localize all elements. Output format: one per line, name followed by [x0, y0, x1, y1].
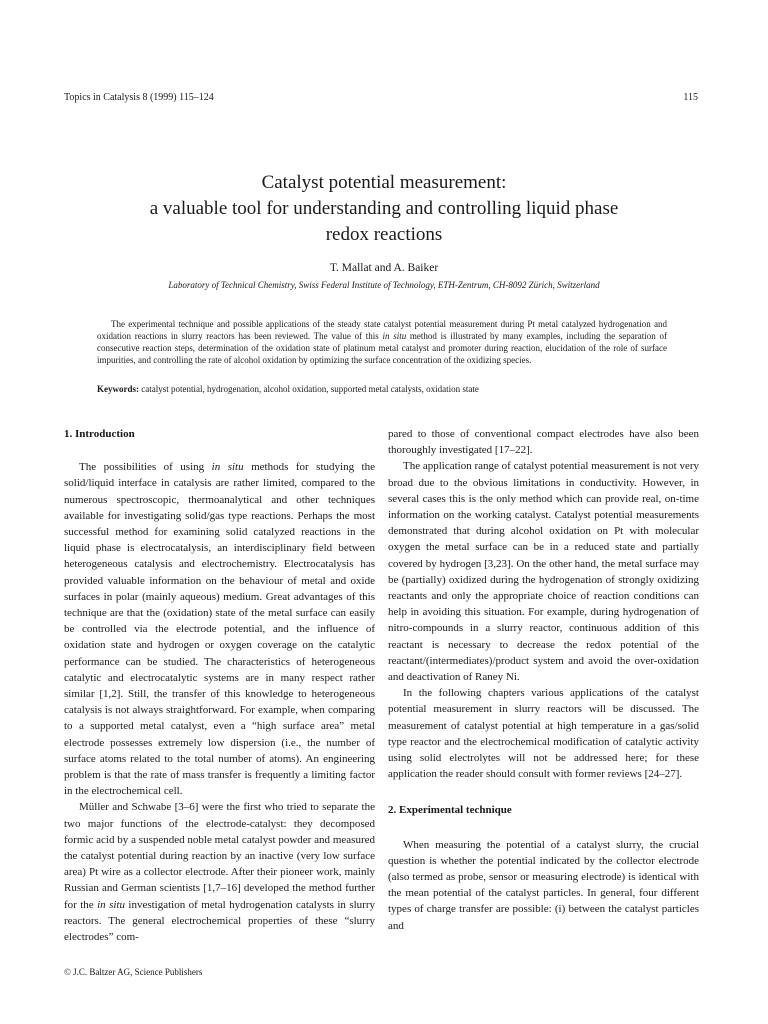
intro-paragraph-2: Müller and Schwabe [3–6] were the first who tried to separate the two major functions of the electrode-catalyst: they decomposed formic acid by a suspended noble metal catalyst powder and measured the catalyst potential during reaction by an inactive (very low surface area) Pt wire as a collector electrode. After their pioneer work, mainly Russian and German scientists [1,7–16] developed the method further for the in situ investigation of metal hydrogenation catalysts in slurry reactors. The general electrochemical properties of these “slurry electrodes” com- — [64, 801, 375, 944]
left-column — [64, 426, 375, 945]
affiliation: Laboratory of Technical Chemistry, Swiss Federal Institute of Technology, ETH-Zentrum, CH-8092 Zürich, Switzerland — [168, 280, 600, 290]
title-line-3: redox reactions — [325, 224, 443, 245]
copyright-footer: © J.C. Baltzer AG, Science Publishers — [64, 967, 203, 977]
journal-citation: Topics in Catalysis 8 (1999) 115–124 — [64, 92, 214, 103]
title-line-2: a valuable tool for understanding and controlling liquid phase — [149, 198, 619, 219]
title-line-1: Catalyst potential measurement: — [261, 172, 507, 193]
experimental-paragraph-1: When measuring the potential of a catalyst slurry, the crucial question is whether the potential indicated by the collector electrode (also termed as probe, sensor or measuring electrode) is identical with the mean potential of the catalyst particles. In general, four different types of charge transfer are possible: (i) between the catalyst particles and — [388, 838, 699, 932]
right-column — [388, 426, 699, 934]
keywords — [97, 383, 667, 395]
running-head — [64, 92, 698, 103]
intro-paragraph-2-continued: pared to those of conventional compact electrodes have also been thoroughly investigated [17–22]. — [388, 428, 699, 457]
page-number: 115 — [683, 92, 698, 103]
abstract: The experimental technique and possible applications of the steady state catalyst potential measurement during Pt metal catalyzed hydrogenation and oxidation reactions in slurry reactors has been reviewed. The value of this in situ method is illustrated by many examples, including the separation of consecutive reaction steps, determination of the oxidation state of platinum metal catalyst and promoter during reaction, elucidation of the role of surface impurities, and controlling the rate of alcohol oxidation by optimizing the surface concentration of the oxidizing species. — [97, 319, 667, 365]
authors: T. Mallat and A. Baiker — [329, 262, 439, 274]
intro-paragraph-3: The application range of catalyst potential measurement is not very broad due to the obvious limitations in conductivity. However, in several cases this is the only method which can provide real, on-time information on the working catalyst. Catalyst potential measurements demonstrated that during alcohol oxidation on Pt with molecular oxygen the metal surface can be in a reduced state and partially covered by hydrogen [3,23]. On the other hand, the metal surface may be (partially) oxidized during the hydrogenation of strongly oxidizing reactants and only the appropriate choice of reaction conditions can help in avoiding this situation. For example, during hydrogenation of nitro-compounds in a slurry reactor, continuous addition of this reactant is necessary to decrease the redox potential of the reactant/(intermediates)/product system and avoid the over-oxidation and deactivation of Raney Ni. — [388, 460, 699, 684]
intro-paragraph-4: In the following chapters various applications of the catalyst potential measurement in slurry reactors will be discussed. The measurement of catalyst potential at high temperature in a gas/solid type reactor and the electrochemical modification of catalytic activity using solid electrolytes will not be addressed here; for these application the reader should consult with former reviews [24–27]. — [388, 687, 699, 781]
section-heading-introduction: 1. Introduction — [64, 428, 135, 440]
intro-paragraph-1: The possibilities of using in situ methods for studying the solid/liquid interface in catalysis are rather limited, compared to the numerous spectroscopic, thermoanalytical and other techniques available for investigating solid/gas type reactions. Perhaps the most successful method for examining solid catalyzed reactions in the liquid phase is electrocatalysis, an interdisciplinary field between heterogeneous catalysis and electrochemistry. Electrocatalysis has provided valuable information on the behaviour of metal and oxide surfaces in polar (mainly aqueous) medium. Great advantages of this technique are that the (oxidation) state of the metal surface can easily be controlled via the electrode potential, and the influence of oxidation state and hydrogen or oxygen coverage on the catalytic performance can be studied. The characteristics of heterogeneous catalytic and electrocatalytic systems are in many respect rather similar [1,2]. Still, the transfer of this knowledge to heterogeneous catalysis is not always straightforward. For example, when comparing to a supported metal catalyst, even a “high surface area” metal electrode possesses extremely low dispersion (i.e., the number of surface atoms related to the total number of atoms). An engineering problem is that the rate of mass transfer is frequently a limiting factor in the electrochemical cell. — [64, 461, 375, 798]
section-heading-experimental: 2. Experimental technique — [388, 804, 512, 817]
keywords-label: Keywords: — [97, 384, 139, 394]
article-title — [64, 170, 704, 248]
keywords-text: catalyst potential, hydrogenation, alcohol oxidation, supported metal catalysts, oxidation state — [139, 384, 479, 394]
